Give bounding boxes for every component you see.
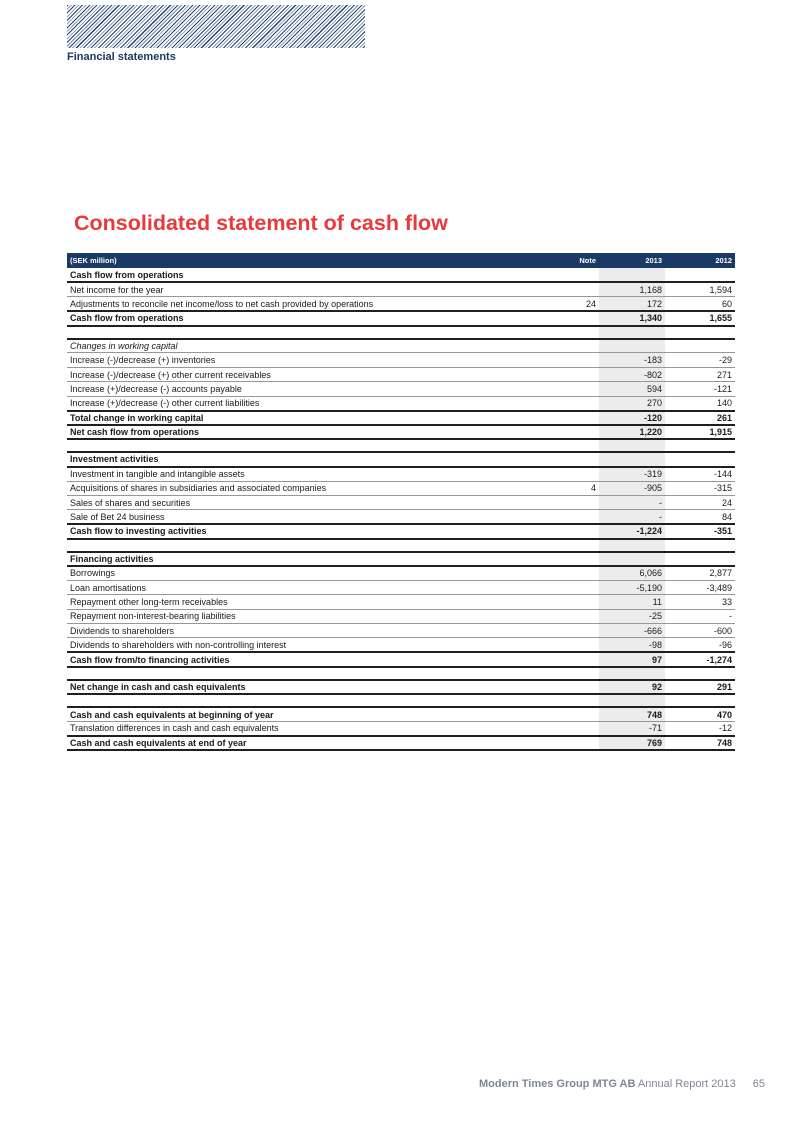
row-value-2013 — [599, 552, 665, 566]
row-note — [555, 524, 599, 538]
row-label: Financing activities — [67, 552, 555, 566]
row-value-2013 — [599, 452, 665, 466]
row-label: Cash and cash equivalents at beginning of year — [67, 707, 555, 721]
row-note — [555, 595, 599, 609]
table-row — [67, 495, 735, 509]
row-note — [555, 467, 599, 481]
table-row — [67, 425, 735, 439]
row-note — [555, 510, 599, 524]
row-value-2012: 470 — [665, 707, 735, 721]
row-value-2012 — [665, 552, 735, 566]
row-value-2013: 1,340 — [599, 311, 665, 325]
table-row — [67, 624, 735, 638]
table-row — [67, 609, 735, 623]
row-value-2013: 97 — [599, 652, 665, 666]
row-value-2012: 261 — [665, 411, 735, 425]
row-value-2013: -802 — [599, 367, 665, 381]
row-value-2013 — [599, 268, 665, 282]
row-value-2013: 11 — [599, 595, 665, 609]
row-value-2012: -315 — [665, 481, 735, 495]
row-note — [555, 452, 599, 466]
row-value-2013 — [599, 694, 665, 707]
row-value-2013: 172 — [599, 297, 665, 311]
row-note — [555, 495, 599, 509]
row-label: Borrowings — [67, 566, 555, 580]
row-value-2013 — [599, 539, 665, 552]
row-note — [555, 680, 599, 694]
row-note — [555, 624, 599, 638]
row-value-2013: -666 — [599, 624, 665, 638]
table-row — [67, 595, 735, 609]
row-value-2013: 92 — [599, 680, 665, 694]
table-row — [67, 367, 735, 381]
row-value-2013: 748 — [599, 707, 665, 721]
row-value-2012: 748 — [665, 736, 735, 750]
row-label: Cash flow from/to financing activities — [67, 652, 555, 666]
table-row — [67, 638, 735, 652]
row-value-2012 — [665, 452, 735, 466]
row-note — [555, 382, 599, 396]
spacer-row — [67, 694, 735, 707]
row-label: Net income for the year — [67, 282, 555, 296]
row-value-2012: -144 — [665, 467, 735, 481]
row-label: Cash flow to investing activities — [67, 524, 555, 538]
row-note — [555, 609, 599, 623]
row-label: Cash flow from operations — [67, 268, 555, 282]
table-row — [67, 580, 735, 594]
table-row — [67, 268, 735, 282]
table-row — [67, 722, 735, 736]
row-label: Increase (-)/decrease (+) inventories — [67, 353, 555, 367]
row-value-2013: - — [599, 495, 665, 509]
row-value-2012 — [665, 439, 735, 452]
table-row — [67, 282, 735, 296]
row-value-2013: - — [599, 510, 665, 524]
row-value-2012 — [665, 339, 735, 353]
row-note — [555, 439, 599, 452]
row-label: Cash and cash equivalents at end of year — [67, 736, 555, 750]
cash-flow-table-container — [67, 253, 735, 751]
row-label: Investment activities — [67, 452, 555, 466]
row-note — [555, 268, 599, 282]
row-label: Repayment other long-term receivables — [67, 595, 555, 609]
row-value-2013: -905 — [599, 481, 665, 495]
row-value-2012 — [665, 268, 735, 282]
row-note — [555, 667, 599, 680]
row-value-2012: 1,915 — [665, 425, 735, 439]
row-value-2012: 2,877 — [665, 566, 735, 580]
row-label — [67, 667, 555, 680]
table-row — [67, 297, 735, 311]
table-row — [67, 411, 735, 425]
row-value-2013: -71 — [599, 722, 665, 736]
row-value-2012: 1,655 — [665, 311, 735, 325]
row-label: Adjustments to reconcile net income/loss to net cash provided by operations — [67, 297, 555, 311]
row-value-2012: 1,594 — [665, 282, 735, 296]
row-value-2013: 6,066 — [599, 566, 665, 580]
row-value-2012: 140 — [665, 396, 735, 410]
row-value-2012: - — [665, 609, 735, 623]
footer-report-title: Annual Report 2013 — [635, 1078, 736, 1090]
spacer-row — [67, 326, 735, 339]
row-value-2013 — [599, 439, 665, 452]
table-row — [67, 707, 735, 721]
row-value-2012: -351 — [665, 524, 735, 538]
header-2013: 2013 — [599, 253, 665, 268]
row-note — [555, 652, 599, 666]
row-value-2012: -96 — [665, 638, 735, 652]
table-row — [67, 452, 735, 466]
row-note — [555, 339, 599, 353]
row-note — [555, 580, 599, 594]
row-note — [555, 552, 599, 566]
row-note — [555, 282, 599, 296]
table-row — [67, 736, 735, 750]
row-value-2013: 594 — [599, 382, 665, 396]
row-value-2013: -5,190 — [599, 580, 665, 594]
row-label — [67, 439, 555, 452]
row-value-2012 — [665, 326, 735, 339]
table-row — [67, 566, 735, 580]
cash-flow-table — [67, 253, 735, 751]
row-note: 4 — [555, 481, 599, 495]
row-label: Investment in tangible and intangible assets — [67, 467, 555, 481]
row-label: Translation differences in cash and cash equivalents — [67, 722, 555, 736]
table-row — [67, 396, 735, 410]
table-row — [67, 524, 735, 538]
row-value-2012: -121 — [665, 382, 735, 396]
footer-company: Modern Times Group MTG AB — [478, 1078, 636, 1090]
row-value-2012: 291 — [665, 680, 735, 694]
row-note — [555, 707, 599, 721]
row-note — [555, 396, 599, 410]
row-label: Repayment non-interest-bearing liabilities — [67, 609, 555, 623]
row-label: Acquisitions of shares in subsidiaries and associated companies — [67, 481, 555, 495]
table-row — [67, 353, 735, 367]
page-title: Consolidated statement of cash flow — [74, 211, 448, 235]
row-value-2013: -319 — [599, 467, 665, 481]
row-note — [555, 638, 599, 652]
row-label: Increase (-)/decrease (+) other current receivables — [67, 367, 555, 381]
row-label: Total change in working capital — [67, 411, 555, 425]
row-value-2012 — [665, 667, 735, 680]
header-2012: 2012 — [665, 253, 735, 268]
section-eyebrow: Financial statements — [67, 51, 176, 63]
row-value-2013: 1,168 — [599, 282, 665, 296]
row-label: Net change in cash and cash equivalents — [67, 680, 555, 694]
row-value-2013: -1,224 — [599, 524, 665, 538]
row-value-2013: 270 — [599, 396, 665, 410]
row-label: Sale of Bet 24 business — [67, 510, 555, 524]
row-note — [555, 367, 599, 381]
row-note — [555, 353, 599, 367]
row-value-2013: -25 — [599, 609, 665, 623]
row-value-2012: 84 — [665, 510, 735, 524]
row-label: Dividends to shareholders — [67, 624, 555, 638]
row-note — [555, 425, 599, 439]
row-note — [555, 566, 599, 580]
table-row — [67, 382, 735, 396]
row-value-2013: 1,220 — [599, 425, 665, 439]
row-note — [555, 694, 599, 707]
row-value-2013: -120 — [599, 411, 665, 425]
row-value-2013 — [599, 667, 665, 680]
row-label: Sales of shares and securities — [67, 495, 555, 509]
row-value-2013: -98 — [599, 638, 665, 652]
table-row — [67, 339, 735, 353]
row-value-2012: 24 — [665, 495, 735, 509]
row-label — [67, 539, 555, 552]
row-label: Dividends to shareholders with non-controlling interest — [67, 638, 555, 652]
row-note: 24 — [555, 297, 599, 311]
row-label: Changes in working capital — [67, 339, 555, 353]
row-value-2013 — [599, 326, 665, 339]
row-value-2012 — [665, 694, 735, 707]
table-row — [67, 652, 735, 666]
row-value-2012: -3,489 — [665, 580, 735, 594]
row-note — [555, 722, 599, 736]
footer-page-number: 65 — [752, 1078, 765, 1090]
row-note — [555, 311, 599, 325]
header-sek-million: (SEK million) — [67, 253, 555, 268]
table-row — [67, 680, 735, 694]
row-value-2012: -12 — [665, 722, 735, 736]
row-value-2012 — [665, 539, 735, 552]
spacer-row — [67, 439, 735, 452]
table-row — [67, 481, 735, 495]
row-value-2012: 33 — [665, 595, 735, 609]
row-note — [555, 411, 599, 425]
header-note: Note — [555, 253, 599, 268]
spacer-row — [67, 539, 735, 552]
row-value-2012: 60 — [665, 297, 735, 311]
page-footer — [479, 1078, 765, 1090]
row-label: Net cash flow from operations — [67, 425, 555, 439]
row-value-2012: 271 — [665, 367, 735, 381]
table-row — [67, 552, 735, 566]
row-value-2013: 769 — [599, 736, 665, 750]
table-row — [67, 510, 735, 524]
row-note — [555, 326, 599, 339]
row-note — [555, 736, 599, 750]
table-header-row — [67, 253, 735, 268]
table-row — [67, 311, 735, 325]
row-note — [555, 539, 599, 552]
row-label — [67, 694, 555, 707]
table-row — [67, 467, 735, 481]
row-label — [67, 326, 555, 339]
row-value-2012: -600 — [665, 624, 735, 638]
spacer-row — [67, 667, 735, 680]
row-label: Loan amortisations — [67, 580, 555, 594]
row-label: Cash flow from operations — [67, 311, 555, 325]
row-label: Increase (+)/decrease (-) other current liabilities — [67, 396, 555, 410]
row-value-2013 — [599, 339, 665, 353]
row-value-2012: -29 — [665, 353, 735, 367]
row-value-2013: -183 — [599, 353, 665, 367]
row-label: Increase (+)/decrease (-) accounts payable — [67, 382, 555, 396]
hatch-pattern-banner — [67, 5, 365, 48]
row-value-2012: -1,274 — [665, 652, 735, 666]
